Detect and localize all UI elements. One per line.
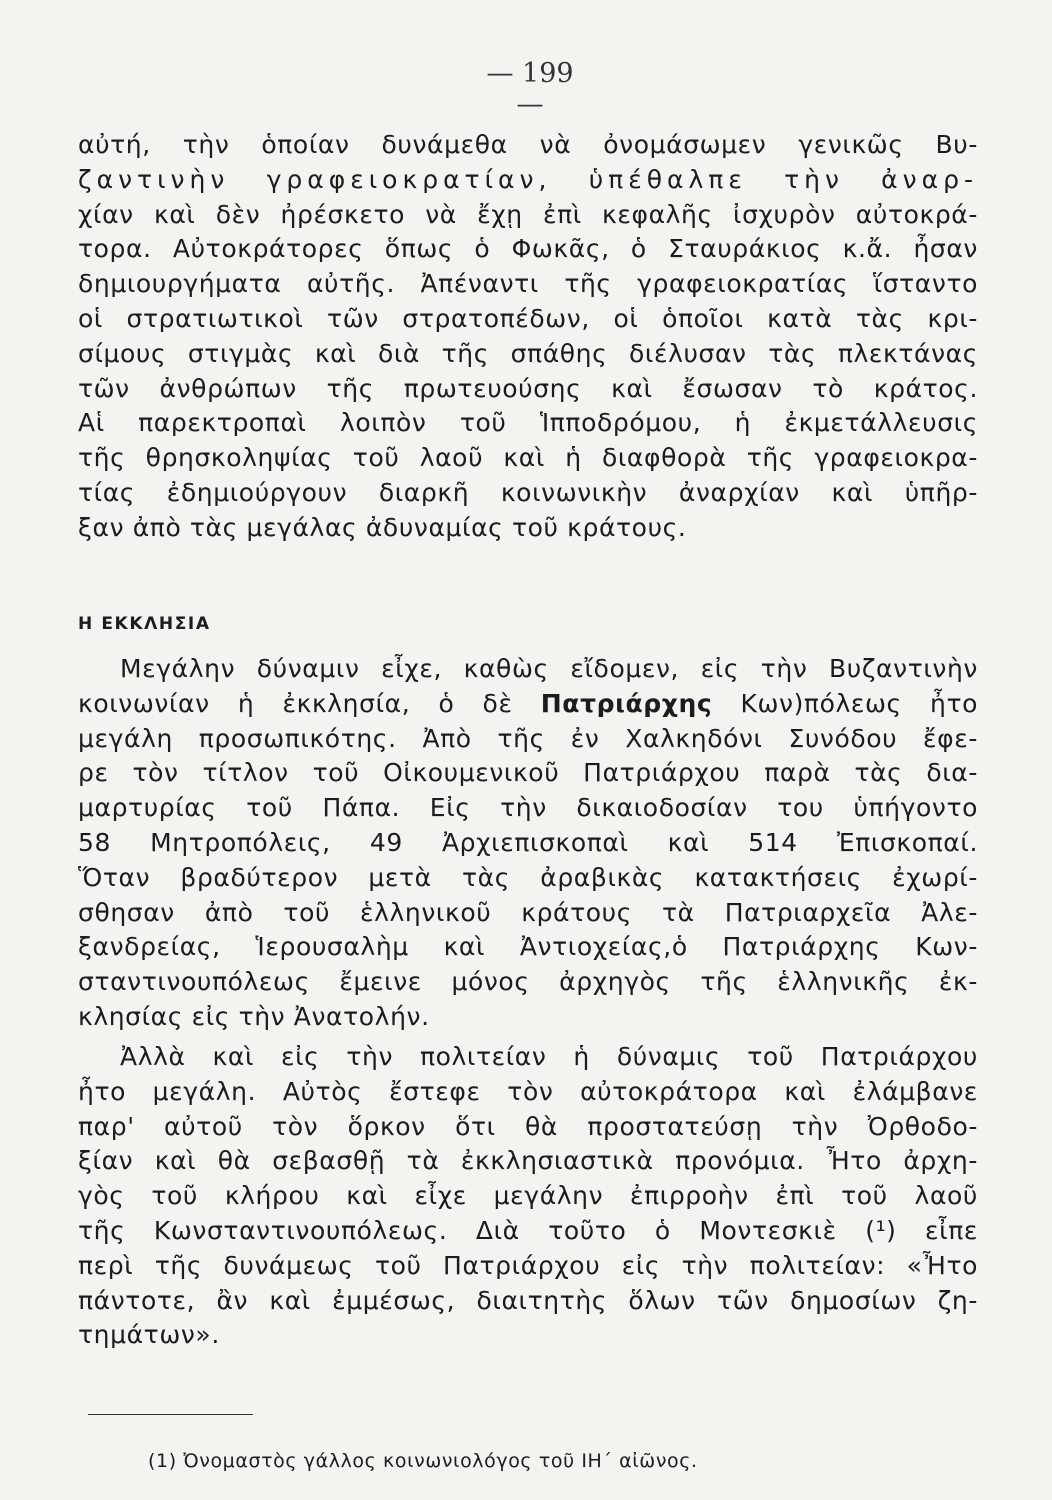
paragraph-church [78,652,978,1035]
text-line: τίας ἐδημιούργουν διαρκῆ κοινωνικὴν ἀναρχίαν καὶ ὑπῆρ- [78,477,978,507]
text-line: ἦτο μεγάλη. Αὐτὸς ἔστεφε τὸν αὐτοκράτορα καὶ ἐλάμβανε [78,1076,978,1106]
text-line: τημάτων». [78,1320,220,1350]
text-line: μεγάλη προσωπικότης. Ἀπὸ τῆς ἐν Χαλκηδόνι Συνόδου ἔφε- [78,723,978,753]
page-number: — 199 — [486,58,574,120]
text-line: αὐτή, τὴν ὁποίαν δυνάμεθα νὰ ὀνομάσωμεν γενικῶς Βυ- [78,130,978,159]
text-line: Αἱ παρεκτροπαὶ λοιπὸν τοῦ Ἱπποδρόμου, ἡ ἐκμετάλλευσις [78,408,978,438]
footnote: (1) Ὀνομαστὸς γάλλος κοινωνιολόγος τοῦ ΙΗ΄ αἰῶνος. [148,1450,698,1472]
text-line: Ἀλλὰ καὶ εἰς τὴν πολιτείαν ἡ δύναμις τοῦ Πατριάρχου [120,1042,978,1071]
text-line: Μεγάλην δύναμιν εἶχε, καθὼς εἴδομεν, εἰς τὴν Βυζαντινὴν [120,654,978,683]
footnote-divider [88,1414,253,1415]
text-line: σθησαν ἀπὸ τοῦ ἑλληνικοῦ κράτους τὰ Πατριαρχεῖα Ἀλε- [78,897,978,927]
text-line: παρ' αὐτοῦ τὸν ὅρκον ὅτι θὰ προστατεύσῃ τὴν Ὀρθοδο- [78,1111,978,1141]
bold-term: Πατριάρχης [540,688,713,718]
text-line: ξίαν καὶ θὰ σεβασθῇ τὰ ἐκκλησιαστικὰ προνόμια. Ἦτο ἀρχη- [78,1146,978,1176]
text-line: ξανδρείας, Ἱερουσαλὴμ καὶ Ἀντιοχείας,ὁ Πατριάρχης Κων- [78,932,978,962]
text-line: πάντοτε, ἂν καὶ ἐμμέσως, διαιτητὴς ὅλων τῶν δημοσίων ζη- [78,1285,978,1315]
text-line: μαρτυρίας τοῦ Πάπα. Εἰς τὴν δικαιοδοσίαν του ὑπήγοντο [78,793,978,823]
text-line: ξαν ἀπὸ τὰς μεγάλας ἀδυναμίας τοῦ κράτους. [78,512,687,542]
paragraph-bureaucracy [78,128,978,546]
text-line: τῶν ἀνθρώπων τῆς πρωτευούσης καὶ ἔσωσαν τὸ κράτος. [78,373,978,403]
text-line: τορα. Αὐτοκράτορες ὅπως ὁ Φωκᾶς, ὁ Σταυράκιος κ.ἄ. ἦσαν [78,234,978,264]
section-heading: Η ΕΚΚΛΗΣΙΑ [78,614,211,634]
text-line: σίμους στιγμὰς καὶ διὰ τῆς σπάθης διέλυσαν τὰς πλεκτάνας [78,338,978,368]
text-line: ρε τὸν τίτλον τοῦ Οἰκουμενικοῦ Πατριάρχου παρὰ τὰς δια- [78,758,978,788]
paragraph-politics [78,1040,978,1353]
text-line: χίαν καὶ δὲν ἠρέσκετο νὰ ἔχῃ ἐπὶ κεφαλῆς ἰσχυρὸν αὐτοκρά- [78,199,978,229]
text-line: σταντινουπόλεως ἔμεινε μόνος ἀρχηγὸς τῆς ἑλληνικῆς ἐκ- [78,967,978,997]
text-line: Ὅταν βραδύτερον μετὰ τὰς ἀραβικὰς κατακτήσεις ἐχωρί- [78,862,978,892]
text-line: κλησίας εἰς τὴν Ἀνατολήν. [78,1001,430,1031]
text-line: γὸς τοῦ κλήρου καὶ εἶχε μεγάλην ἐπιρροὴν ἐπὶ τοῦ λαοῦ [78,1181,978,1211]
text-line: 58 Μητροπόλεις, 49 Ἀρχιεπισκοπαὶ καὶ 514 Ἐπισκοπαί. [78,827,978,857]
text-line: τῆς Κωνσταντινουπόλεως. Διὰ τοῦτο ὁ Μοντεσκιὲ (¹) εἶπε [78,1215,978,1245]
text-line: τῆς θρησκοληψίας τοῦ λαοῦ καὶ ἡ διαφθορὰ τῆς γραφειοκρα- [78,443,978,473]
text-line: περὶ τῆς δυνάμεως τοῦ Πατριάρχου εἰς τὴν πολιτείαν: «Ἦτο [78,1250,978,1280]
text-line: κοινωνίαν ἡ ἐκκλησία, ὁ δὲ Πατριάρχης Κων)πόλεως ἦτο [78,688,978,718]
text-line: δημιουργήματα αὐτῆς. Ἀπέναντι τῆς γραφειοκρατίας ἵσταντο [78,269,978,299]
text-line: ζαντινὴν γραφειοκρατίαν, ὑπέθαλπε τὴν ἀναρ- [78,164,978,194]
text-line: οἱ στρατιωτικοὶ τῶν στρατοπέδων, οἱ ὁποῖοι κατὰ τὰς κρι- [78,303,978,333]
